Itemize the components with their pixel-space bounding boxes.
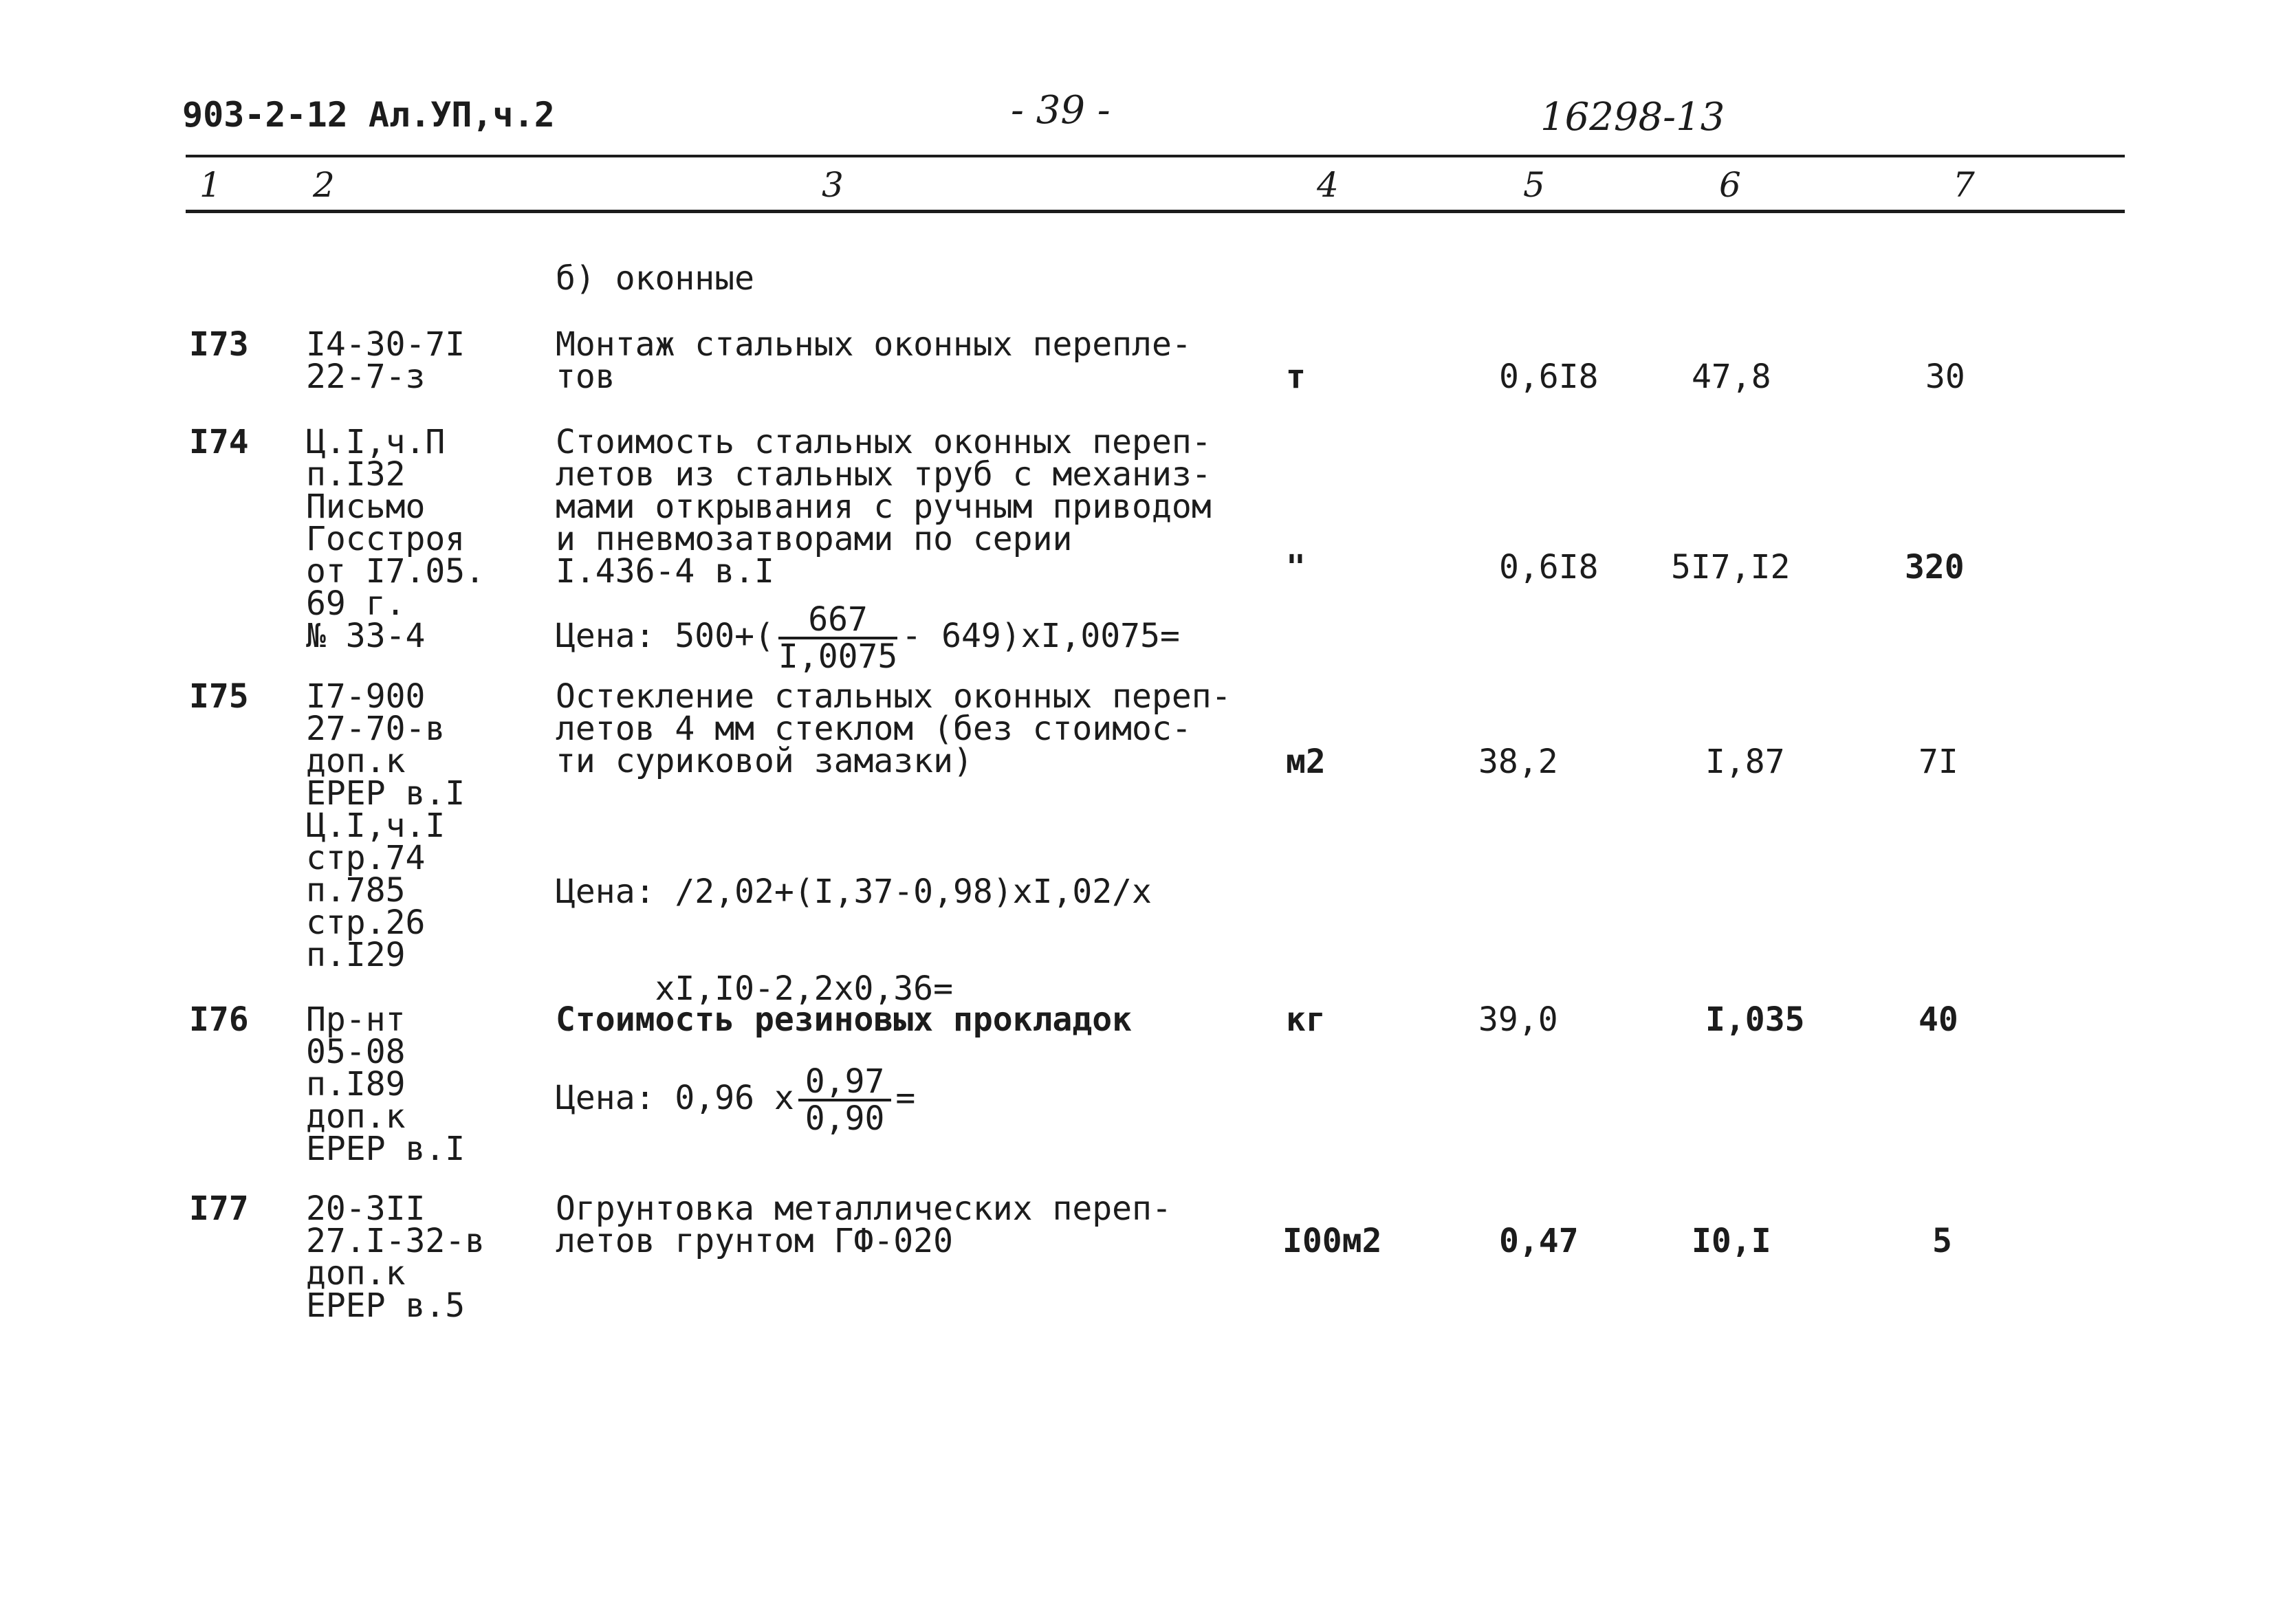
row-quantity: 38,2: [1478, 743, 1558, 781]
code-line: стр.74: [306, 839, 426, 877]
formula-prefix: Цена: 0,96 x: [556, 1079, 794, 1117]
code-line: п.I89: [306, 1065, 406, 1104]
code-line: доп.к: [306, 1097, 406, 1136]
row-description: [556, 423, 1212, 591]
code-line: Ц.I,ч.П: [306, 423, 446, 461]
code-line: 27-70-в: [306, 710, 446, 748]
code-line: 69 г.: [306, 584, 406, 623]
code-line: Ц.I,ч.I: [306, 806, 446, 845]
row-code: [306, 1189, 485, 1325]
row-number: I74: [189, 423, 249, 461]
code-line: п.I32: [306, 455, 406, 494]
row-description: [556, 1189, 1172, 1260]
row-description: [556, 325, 1192, 396]
description-line: Огрунтовка металлических переп-: [556, 1189, 1172, 1228]
code-line: ЕРЕР в.I: [306, 1130, 466, 1168]
row-total: 40: [1918, 1000, 1958, 1039]
row-quantity: 39,0: [1478, 1000, 1558, 1039]
row-number: I76: [189, 1000, 249, 1039]
column-number-3: 3: [822, 165, 844, 205]
code-line: п.I29: [306, 936, 406, 974]
code-line: 22-7-з: [306, 358, 426, 396]
document-code: 903-2-12 Ал.УП,ч.2: [182, 95, 555, 135]
column-number-7: 7: [1953, 165, 1975, 205]
row-code: [306, 1000, 466, 1168]
row-code: [306, 325, 466, 396]
page-number: - 39 -: [1011, 88, 1111, 133]
code-line: стр.26: [306, 903, 426, 942]
description-line: тов: [556, 358, 615, 396]
row-unit-price: I0,I: [1692, 1222, 1771, 1260]
column-number-4: 4: [1317, 165, 1339, 205]
code-line: 20-3II: [306, 1189, 426, 1228]
row-quantity: 0,6I8: [1499, 358, 1599, 396]
row-total: 7I: [1918, 743, 1958, 781]
row-unit-price: 47,8: [1692, 358, 1771, 396]
column-number-5: 5: [1523, 165, 1545, 205]
row-code: [306, 677, 466, 974]
fraction-denominator: 0,90: [805, 1099, 885, 1138]
row-total: 5: [1932, 1222, 1952, 1260]
fraction-numerator: 667: [778, 604, 897, 639]
description-line: I.436-4 в.I: [556, 552, 774, 591]
row-total: 320: [1905, 548, 1965, 586]
header-bottom-rule: [186, 210, 2125, 213]
column-number-2: 2: [313, 165, 335, 205]
row-unit-price: 5I7,I2: [1671, 548, 1791, 586]
description-line: ти суриковой замазки): [556, 742, 973, 780]
row-unit-price: I,87: [1705, 743, 1785, 781]
code-line: Госстроя: [306, 520, 466, 558]
code-line: Пр-нт: [306, 1000, 406, 1039]
formula-line: Цена: /2,02+(I,37-0,98)xI,02/x: [556, 873, 1152, 911]
description-line: летов 4 мм стеклом (без стоимос-: [556, 710, 1192, 748]
description-line: летов грунтом ГФ-020: [556, 1222, 953, 1260]
row-code: [306, 423, 485, 655]
row-total: 30: [1925, 358, 1965, 396]
code-line: доп.к: [306, 1254, 406, 1293]
price-formula: [556, 600, 1180, 676]
row-unit: т: [1286, 358, 1306, 396]
code-line: 05-08: [306, 1033, 406, 1071]
description-line: и пневмозатворами по серии: [556, 520, 1073, 558]
formula-fraction: [778, 600, 898, 676]
code-line: п.785: [306, 871, 406, 910]
description-line: Стоимость стальных оконных переп-: [556, 423, 1212, 461]
row-unit: кг: [1286, 1000, 1326, 1039]
formula-suffix: =: [895, 1079, 916, 1117]
formula-line: xI,I0-2,2x0,36=: [556, 969, 953, 1008]
description-line: Остекление стальных оконных переп-: [556, 677, 1232, 716]
row-number: I77: [189, 1189, 249, 1228]
archive-number: 16298-13: [1540, 95, 1725, 140]
code-line: I4-30-7I: [306, 325, 466, 364]
row-description: [556, 1000, 1133, 1039]
row-unit-price: I,035: [1705, 1000, 1805, 1039]
fraction-numerator: 0,97: [798, 1066, 892, 1101]
code-line: № 33-4: [306, 617, 426, 655]
row-quantity: 0,6I8: [1499, 548, 1599, 586]
fraction-denominator: I,0075: [778, 637, 898, 676]
formula-fraction: [798, 1062, 892, 1138]
code-line: I7-900: [306, 677, 426, 716]
row-number: I73: [189, 325, 249, 364]
row-number: I75: [189, 677, 249, 716]
price-formula: [556, 1062, 916, 1138]
row-description: [556, 677, 1232, 780]
section-title: б) оконные: [556, 259, 754, 298]
column-number-6: 6: [1719, 165, 1741, 205]
header-top-rule: [186, 155, 2125, 157]
code-line: доп.к: [306, 742, 406, 780]
description-line: летов из стальных труб с механиз-: [556, 455, 1212, 494]
row-quantity: 0,47: [1499, 1222, 1579, 1260]
formula-suffix: - 649)xI,0075=: [901, 617, 1180, 655]
description-line: Монтаж стальных оконных переплe-: [556, 325, 1192, 364]
code-line: от I7.05.: [306, 552, 485, 591]
description-line: Стоимость резиновых прокладок: [556, 1000, 1133, 1039]
row-unit: м2: [1286, 743, 1326, 781]
code-line: 27.I-32-в: [306, 1222, 485, 1260]
row-unit: I00м2: [1282, 1222, 1382, 1260]
code-line: ЕРЕР в.5: [306, 1286, 466, 1325]
column-number-1: 1: [199, 165, 221, 205]
code-line: ЕРЕР в.I: [306, 774, 466, 813]
formula-prefix: Цена: 500+(: [556, 617, 774, 655]
description-line: мами открывания с ручным приводом: [556, 487, 1212, 526]
row-unit: ": [1286, 548, 1306, 586]
code-line: Письмо: [306, 487, 426, 526]
